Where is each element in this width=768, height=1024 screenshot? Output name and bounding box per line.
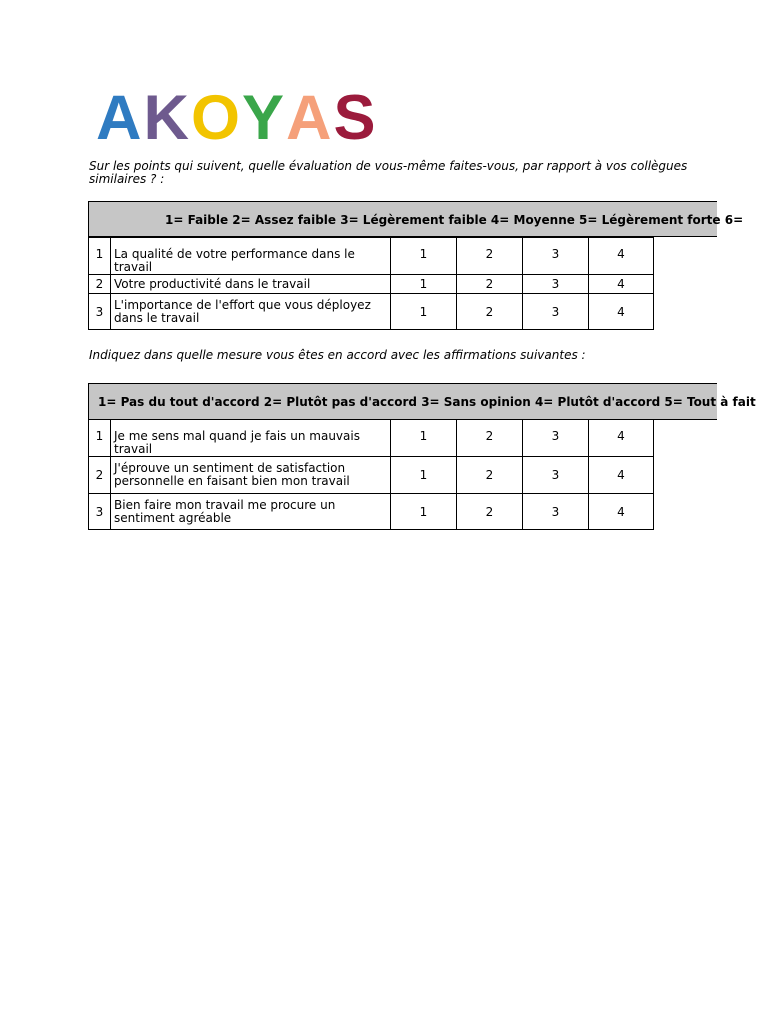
table-row	[89, 494, 654, 530]
table-row	[89, 275, 654, 294]
section1-scale-text: 1= Faible 2= Assez faible 3= Légèrement faible 4= Moyenne 5= Légèrement forte 6=	[165, 213, 744, 227]
logo-letter: O	[191, 83, 243, 153]
score-option[interactable]: 1	[391, 294, 457, 330]
score-option[interactable]: 4	[589, 494, 654, 530]
score-option[interactable]: 3	[523, 494, 589, 530]
row-number: 3	[89, 494, 111, 530]
logo-letter: A	[286, 83, 334, 153]
score-option[interactable]: 3	[523, 420, 589, 457]
row-number: 1	[89, 238, 111, 275]
score-option[interactable]: 1	[391, 238, 457, 275]
table-row	[89, 457, 654, 494]
score-option[interactable]: 1	[391, 275, 457, 294]
score-option[interactable]: 3	[523, 275, 589, 294]
score-option[interactable]: 3	[523, 457, 589, 494]
table-row	[89, 420, 654, 457]
score-option[interactable]: 4	[589, 275, 654, 294]
logo-letter: K	[143, 83, 191, 153]
akoyas-logo	[96, 83, 378, 153]
score-option[interactable]: 2	[457, 457, 523, 494]
score-option[interactable]: 4	[589, 294, 654, 330]
score-option[interactable]: 2	[457, 494, 523, 530]
row-number: 1	[89, 420, 111, 457]
row-label: Bien faire mon travail me procure un sentiment agréable	[111, 494, 391, 530]
section1-table	[88, 237, 654, 330]
row-number: 2	[89, 275, 111, 294]
section2-scale-text: 1= Pas du tout d'accord 2= Plutôt pas d'accord 3= Sans opinion 4= Plutôt d'accord 5= Tout à fait	[98, 395, 756, 409]
row-label: L'importance de l'effort que vous déployez dans le travail	[111, 294, 391, 330]
section2-table	[88, 419, 654, 530]
row-label: Je me sens mal quand je fais un mauvais travail	[111, 420, 391, 457]
row-label: Votre productivité dans le travail	[111, 275, 391, 294]
score-option[interactable]: 4	[589, 420, 654, 457]
score-option[interactable]: 4	[589, 457, 654, 494]
logo-letter: S	[333, 83, 378, 153]
score-option[interactable]: 1	[391, 457, 457, 494]
score-option[interactable]: 2	[457, 275, 523, 294]
logo-letter: A	[96, 83, 144, 153]
row-label: La qualité de votre performance dans le travail	[111, 238, 391, 275]
logo-letter: Y	[242, 83, 287, 153]
score-option[interactable]: 3	[523, 294, 589, 330]
section2-scale-header	[88, 383, 756, 420]
row-number: 2	[89, 457, 111, 494]
table-row	[89, 294, 654, 330]
section1-intro: Sur les points qui suivent, quelle évaluation de vous-même faites-vous, par rapport à vos collègues similaires ? :	[89, 159, 688, 186]
score-option[interactable]: 1	[391, 420, 457, 457]
score-option[interactable]: 2	[457, 238, 523, 275]
score-option[interactable]: 2	[457, 420, 523, 457]
section2-intro: Indiquez dans quelle mesure vous êtes en accord avec les affirmations suivantes :	[89, 348, 586, 362]
score-option[interactable]: 2	[457, 294, 523, 330]
score-option[interactable]: 1	[391, 494, 457, 530]
section1-scale-header	[88, 201, 744, 237]
row-label: J'éprouve un sentiment de satisfaction personnelle en faisant bien mon travail	[111, 457, 391, 494]
score-option[interactable]: 3	[523, 238, 589, 275]
score-option[interactable]: 4	[589, 238, 654, 275]
row-number: 3	[89, 294, 111, 330]
table-row	[89, 238, 654, 275]
